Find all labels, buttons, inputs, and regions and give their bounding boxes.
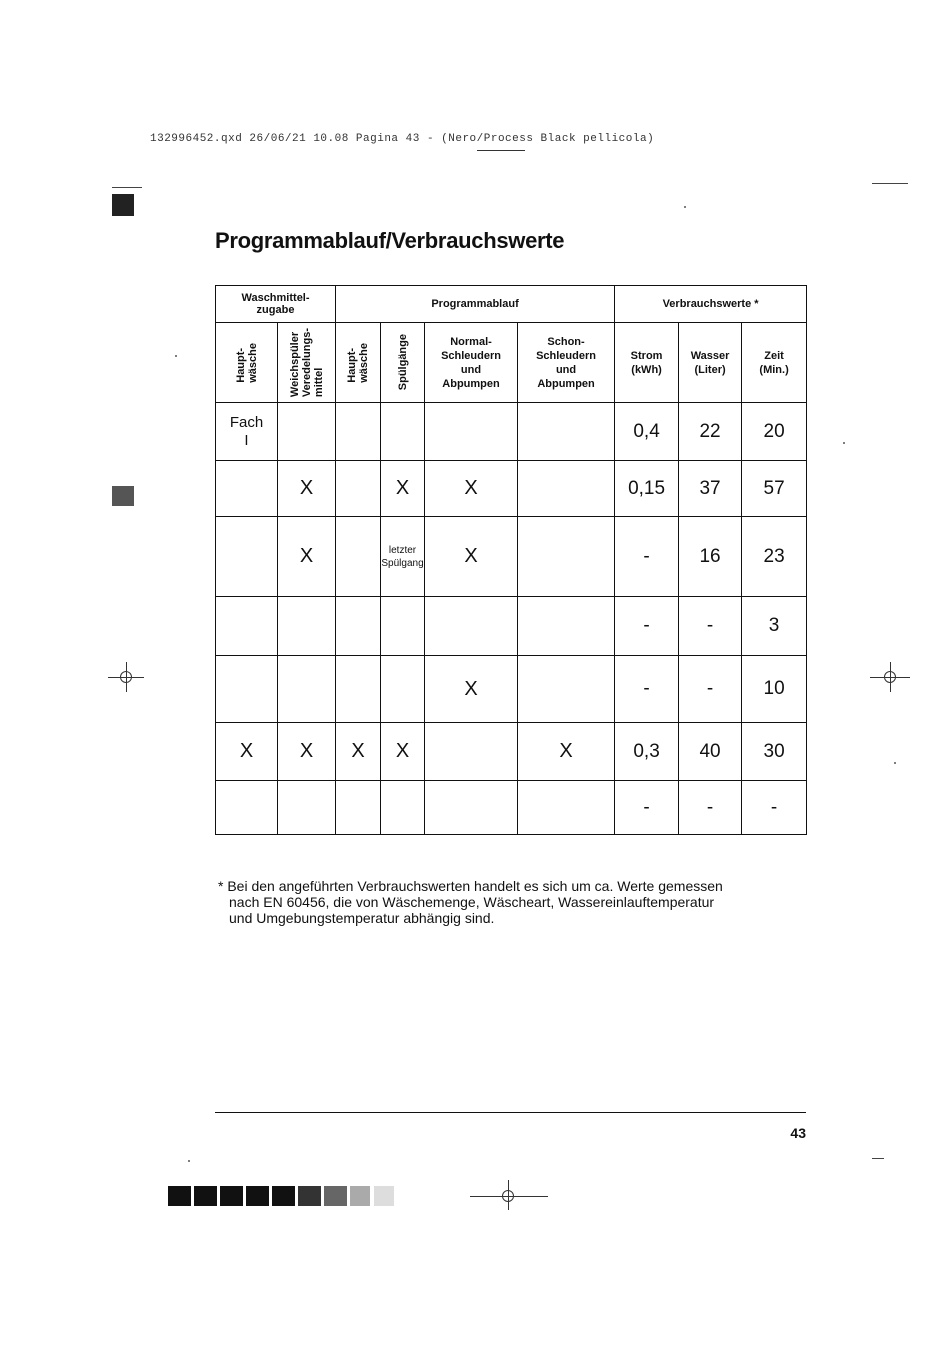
group-consumption-label: Verbrauchswerte * [662, 298, 759, 310]
cell-text: - [770, 796, 778, 818]
cell-text: - [643, 615, 650, 636]
cell-gentle-spin [518, 403, 615, 461]
color-bar-4 [246, 1186, 269, 1206]
cell-text: 23 [763, 545, 785, 567]
table-row [216, 781, 807, 835]
col-water [679, 323, 742, 403]
cell-text: X [464, 545, 478, 567]
cell-program-main [336, 597, 381, 656]
cell-gentle-spin [518, 656, 615, 723]
footnote-line-2: nach EN 60456, die von Wäschemenge, Wäscheart, Wassereinlauftemperatur [229, 894, 715, 910]
registration-mark-top-left [112, 194, 134, 216]
cell-text: X [299, 545, 314, 567]
group-detergent [216, 286, 336, 323]
cell-time [742, 517, 807, 597]
crosshair-right-icon [870, 662, 910, 692]
cell-text: Fach I [229, 413, 264, 449]
group-consumption [615, 286, 807, 323]
crosshair-left-icon [108, 662, 144, 692]
cell-gentle-spin [518, 723, 615, 781]
cell-power [615, 597, 679, 656]
cell-softener [278, 461, 336, 517]
edge-mark-bottom-right [872, 1158, 884, 1159]
cell-time [742, 656, 807, 723]
cell-water [679, 461, 742, 517]
col-normal-spin [425, 323, 518, 403]
consumption-table [215, 285, 806, 834]
footnote-line-1: * Bei den angeführten Verbrauchswerten handelt es sich um ca. Werte gemessen [218, 878, 723, 894]
speck [188, 1160, 190, 1162]
cell-rinse [381, 723, 425, 781]
table-row [216, 403, 807, 461]
cell-text: X [239, 740, 254, 762]
cell-softener [278, 403, 336, 461]
cell-power [615, 461, 679, 517]
col-power-label: Strom (kWh) [630, 349, 663, 376]
cell-text: X [559, 740, 573, 762]
cell-program-main [336, 723, 381, 781]
col-gentle-spin-label: Schon- Schleudern und Abpumpen [536, 335, 596, 390]
cell-rinse [381, 461, 425, 517]
cell-softener [278, 517, 336, 597]
cell-text: X [351, 740, 365, 762]
cell-text: 0,4 [633, 420, 660, 442]
speck [894, 762, 896, 764]
col-rinse-label: Spülgänge [396, 334, 409, 391]
col-softener-label: Weichspüler Veredelungs- mittel [288, 327, 325, 398]
cell-text: 0,15 [628, 477, 666, 499]
cell-text: - [706, 678, 714, 699]
cell-water [679, 403, 742, 461]
cell-text: X [299, 740, 314, 762]
col-gentle-spin [518, 323, 615, 403]
cell-normal-spin [425, 403, 518, 461]
cell-program-main [336, 517, 381, 597]
col-program-main [336, 323, 381, 403]
cell-gentle-spin [518, 517, 615, 597]
cell-program-main [336, 461, 381, 517]
cell-time [742, 403, 807, 461]
cell-normal-spin [425, 656, 518, 723]
col-softener [278, 323, 336, 403]
cell-text: X [395, 477, 410, 499]
cell-text: - [643, 796, 650, 818]
cell-text: X [395, 740, 410, 762]
cell-text: 0,3 [633, 740, 660, 762]
col-detergent-main [216, 323, 278, 403]
cell-softener [278, 597, 336, 656]
cell-normal-spin [425, 723, 518, 781]
cell-rinse [381, 517, 425, 597]
footnote-line-3: und Umgebungstemperatur abhängig sind. [229, 910, 495, 926]
cell-text: - [706, 796, 714, 818]
speck [843, 442, 845, 444]
group-program-label: Programmablauf [431, 298, 519, 310]
footnote [218, 878, 808, 926]
registration-mark-mid-left [112, 486, 134, 506]
speck [684, 206, 686, 208]
cell-normal-spin [425, 781, 518, 835]
cell-text: letzter Spülgang [381, 544, 424, 569]
cell-text: 30 [763, 740, 785, 762]
cell-water [679, 656, 742, 723]
col-power [615, 323, 679, 403]
col-normal-spin-label: Normal- Schleudern und Abpumpen [441, 335, 501, 390]
cell-program-main [336, 403, 381, 461]
cell-time [742, 723, 807, 781]
cell-gentle-spin [518, 461, 615, 517]
cell-text: X [464, 677, 478, 700]
print-header: 132996452.qxd 26/06/21 10.08 Pagina 43 - (Nero/Process Black pellicola) [150, 133, 655, 145]
cell-text: 57 [763, 477, 785, 499]
cell-normal-spin [425, 597, 518, 656]
cell-program-main [336, 656, 381, 723]
cell-detergent-main [216, 403, 278, 461]
cell-softener [278, 723, 336, 781]
col-time-label: Zeit (Min.) [759, 349, 789, 376]
cell-detergent-main [216, 517, 278, 597]
cell-detergent-main [216, 597, 278, 656]
cell-time [742, 461, 807, 517]
color-bar-5 [272, 1186, 295, 1206]
cell-normal-spin [425, 517, 518, 597]
speck [175, 355, 177, 357]
col-time [742, 323, 807, 403]
col-rinse [381, 323, 425, 403]
cell-detergent-main [216, 781, 278, 835]
col-program-main-label: Haupt- wäsche [346, 342, 371, 383]
page-title: Programmablauf/Verbrauchswerte [215, 228, 565, 253]
table-row [216, 517, 807, 597]
color-bar-6 [298, 1186, 321, 1206]
cell-detergent-main [216, 656, 278, 723]
cell-text: 37 [699, 477, 721, 499]
cell-water [679, 781, 742, 835]
cell-text: - [706, 615, 714, 636]
cell-gentle-spin [518, 781, 615, 835]
color-bar-8 [350, 1186, 370, 1206]
cell-power [615, 781, 679, 835]
edge-mark-top-right [872, 183, 908, 184]
col-water-label: Wasser (Liter) [690, 349, 730, 376]
cell-text: - [643, 545, 650, 567]
table-row [216, 597, 807, 656]
cell-gentle-spin [518, 597, 615, 656]
color-bar-1 [168, 1186, 191, 1206]
page-number: 43 [790, 1125, 806, 1141]
cell-water [679, 597, 742, 656]
cell-water [679, 723, 742, 781]
cell-power [615, 723, 679, 781]
cell-power [615, 656, 679, 723]
group-program [336, 286, 615, 323]
footer-rule [215, 1112, 806, 1113]
cell-text: 10 [763, 678, 785, 699]
cell-text: 20 [763, 420, 785, 442]
cell-text: - [643, 678, 650, 699]
table-row [216, 461, 807, 517]
color-bar-3 [220, 1186, 243, 1206]
cell-water [679, 517, 742, 597]
color-bar-9 [374, 1186, 394, 1206]
cell-detergent-main [216, 723, 278, 781]
cell-text: X [464, 477, 478, 499]
cell-power [615, 517, 679, 597]
edge-mark-top-left [112, 187, 142, 188]
group-detergent-label: Waschmittel- zugabe [241, 292, 310, 316]
cell-rinse [381, 403, 425, 461]
cell-text: 22 [699, 420, 721, 442]
cell-softener [278, 656, 336, 723]
cell-rinse [381, 656, 425, 723]
color-bar-2 [194, 1186, 217, 1206]
color-bar-7 [324, 1186, 347, 1206]
crosshair-bottom-icon [470, 1180, 548, 1210]
cell-rinse [381, 781, 425, 835]
cell-detergent-main [216, 461, 278, 517]
cell-time [742, 781, 807, 835]
cell-rinse [381, 597, 425, 656]
table-row [216, 723, 807, 781]
table-row [216, 656, 807, 723]
cell-text: 16 [699, 545, 721, 567]
cell-text: 40 [699, 740, 721, 762]
col-detergent-main-label: Haupt- wäsche [234, 342, 259, 383]
header-underline [477, 150, 525, 151]
cell-softener [278, 781, 336, 835]
cell-power [615, 403, 679, 461]
cell-text: 3 [768, 615, 780, 636]
cell-normal-spin [425, 461, 518, 517]
cell-program-main [336, 781, 381, 835]
cell-text: X [299, 477, 314, 499]
cell-time [742, 597, 807, 656]
